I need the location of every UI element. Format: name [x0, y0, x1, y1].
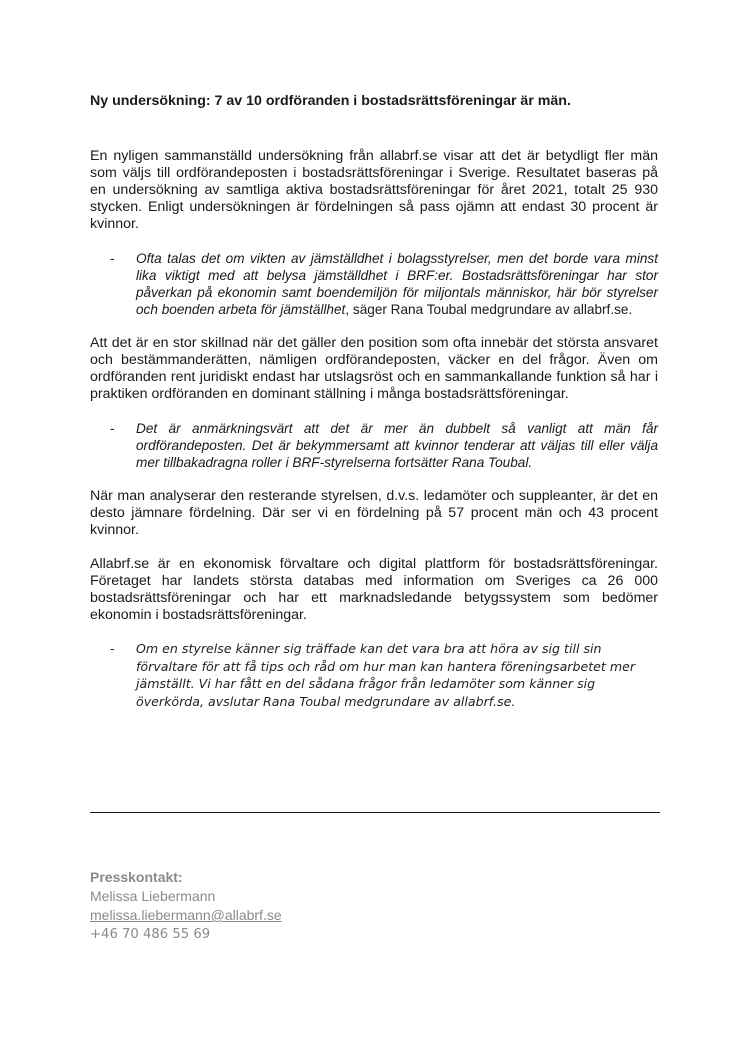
quote-1-attribution: , säger Rana Toubal medgrundare av allabrf.se. [345, 302, 633, 317]
quote-dash: - [110, 421, 115, 436]
quote-2 [110, 420, 658, 471]
quote-3-text: Om en styrelse känner sig träffade kan det vara bra att höra av sig till sin förvaltare för att få tips och råd om hur man kan hantera föreningsarbetet mer jämställt. Vi har fått en del sådana frågor från ledamöter som känner sig överkörda, avslutar Rana Toubal medgrundare av allabrf.se. [136, 641, 636, 709]
quote-dash: - [110, 641, 115, 656]
paragraph-board-distribution: När man analyserar den resterande styrelsen, d.v.s. ledamöter och suppleanter, är det en desto jämnare fördelning. Där ser vi en fördelning på 57 procent män och 43 procent kvinnor. [90, 488, 658, 538]
quote-2-text: Det är anmärkningsvärt att det är mer än dubbelt så vanligt att män får ordförandeposten. Det är bekymmersamt att kvinnor tenderar att väljas till eller välja mer tillbakadragna roller i BRF-styrelserna fortsätter Rana Toubal. [136, 421, 658, 470]
quote-dash: - [110, 251, 115, 266]
divider-line [90, 812, 660, 813]
paragraph-company-info: Allabrf.se är en ekonomisk förvaltare och digital plattform för bostadsrättsföreningar. Företaget har landets största databas med information om Sveriges ca 26 000 bostadsrättsföreningar och har ett marknadsledande betygssystem som bedömer ekonomin i bostadsrättsföreningar. [90, 556, 658, 623]
press-contact-label: Presskontakt: [90, 869, 183, 885]
quote-1 [110, 250, 658, 318]
headline: Ny undersökning: 7 av 10 ordföranden i bostadsrättsföreningar är män. [90, 93, 571, 109]
press-contact [90, 868, 282, 944]
paragraph-intro: En nyligen sammanställd undersökning från allabrf.se visar att det är betydligt fler män som väljs till ordförandeposten i bostadsrättsföreningar i Sverige. Resultatet baseras på en undersökning av samtliga aktiva bostadsrättsföreningar för året 2021, totalt 25 930 stycken. Enligt undersökningen är fördelningen så pass ojämn att endast 30 procent är kvinnor. [90, 148, 658, 232]
article-body [90, 92, 658, 710]
contact-name: Melissa Liebermann [90, 888, 216, 904]
paragraph-chair-role: Att det är en stor skillnad när det gäller den position som ofta innebär det största ansvaret och bestämmanderätten, nämligen ordförandeposten, väcker en del frågor. Även om ordföranden rent juridiskt endast har utslagsröst och en sammankallande funktion så har i praktiken ordföranden en dominant ställning i många bostadsrättsföreningar. [90, 335, 658, 402]
quote-1-italic: Ofta talas det om vikten av jämställdhet i bolagsstyrelser, men det borde vara minst lika viktigt med att belysa jämställdhet i BRF:er. Bostadsrättsföreningar har stor påverkan på ekonomin samt boendemiljön för miljontals människor, här bör styrelser och boenden arbeta för jämställhet [136, 251, 658, 317]
contact-phone: +46 70 486 55 69 [90, 927, 211, 942]
quote-3 [110, 640, 658, 710]
contact-email-link[interactable]: melissa.liebermann@allabrf.se [90, 907, 282, 923]
